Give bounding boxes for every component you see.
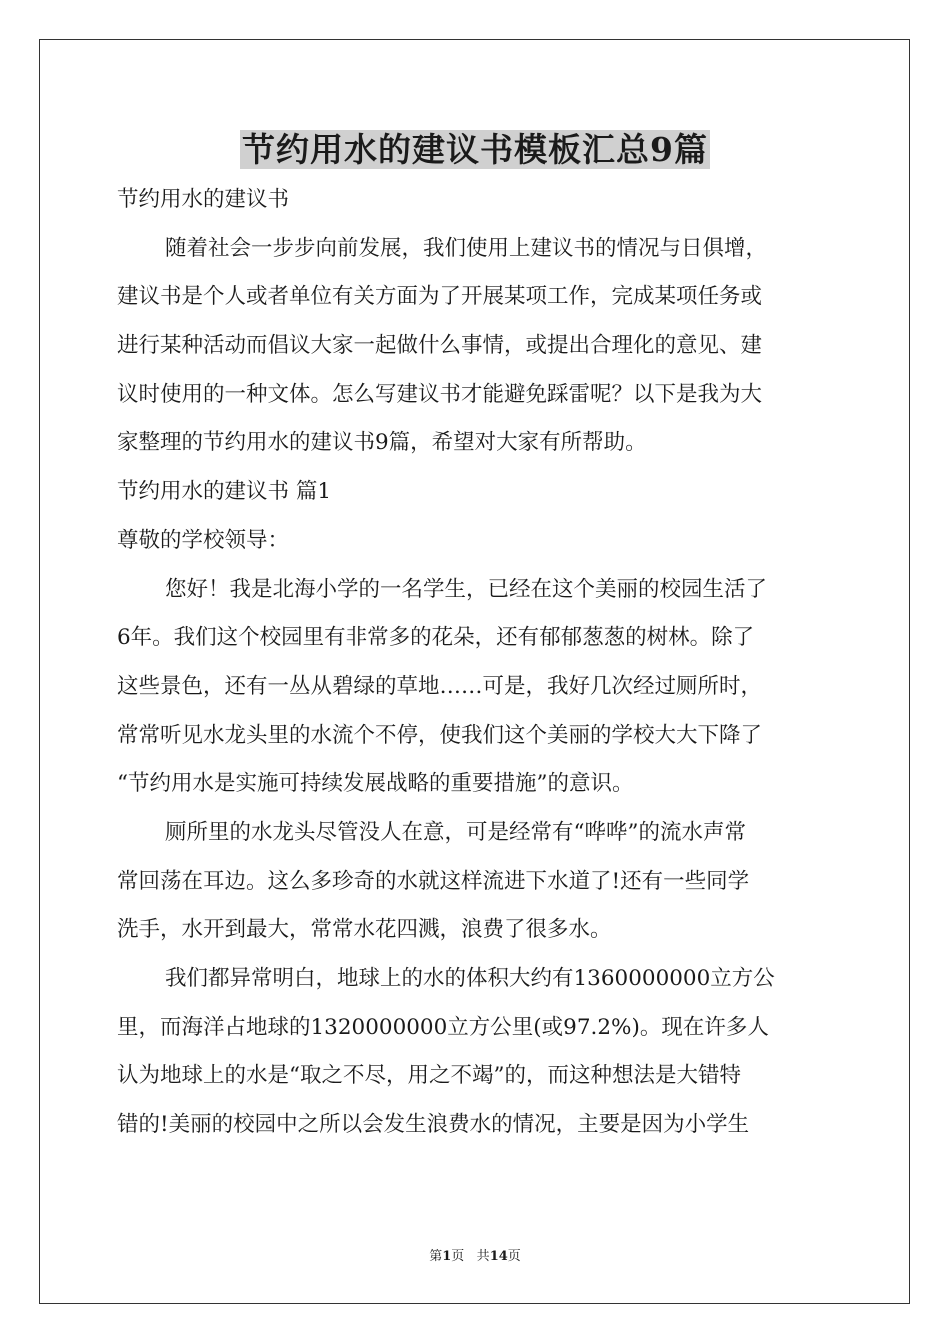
total-pages: 14 xyxy=(489,1249,508,1264)
text-line: 节约用水的建议书 篇1 xyxy=(117,479,332,505)
document-title xyxy=(0,128,950,172)
text-line: 随着社会一步步向前发展，我们使用上建议书的情况与日俱增， xyxy=(165,235,768,261)
text-line: 里，而海洋占地球的1320000000立方公里(或97.2%)。现在许多人 xyxy=(117,1014,769,1040)
text-line: 节约用水的建议书 xyxy=(117,187,290,212)
text-line: 认为地球上的水是“取之不尽，用之不竭”的，而这种想法是大错特 xyxy=(117,1063,741,1089)
text-line: 进行某种活动而倡议大家一起做什么事情，或提出合理化的意见、建 xyxy=(117,333,763,359)
text-line: 常回荡在耳边。这么多珍奇的水就这样流进下水道了!还有一些同学 xyxy=(117,868,750,894)
text-line: 常常听见水龙头里的水流个不停，使我们这个美丽的学校大大下降了 xyxy=(117,722,763,748)
text-line: 错的!美丽的校园中之所以会发生浪费水的情况，主要是因为小学生 xyxy=(117,1112,750,1138)
page-number: 1 xyxy=(442,1249,452,1264)
total-prefix: 共 xyxy=(476,1249,490,1264)
document-body xyxy=(117,176,833,1150)
text-line: 我们都异常明白，地球上的水的体积大约有1360000000立方公 xyxy=(165,966,775,991)
text-line: 厕所里的水龙头尽管没人在意，可是经常有“哗哗”的流水声常 xyxy=(165,819,746,845)
text-line: 家整理的节约用水的建议书9篇，希望对大家有所帮助。 xyxy=(117,430,647,456)
text-line: 这些景色，还有一丛从碧绿的草地……可是，我好几次经过厕所时， xyxy=(117,673,763,699)
total-suffix: 页 xyxy=(507,1249,521,1264)
page-suffix: 页 xyxy=(451,1249,465,1264)
text-line: 您好！我是北海小学的一名学生，已经在这个美丽的校园生活了 xyxy=(165,576,768,602)
page-footer xyxy=(0,1249,950,1265)
document-title-text: 节约用水的建议书模板汇总9篇 xyxy=(242,130,708,169)
text-line: 议时使用的一种文体。怎么写建议书才能避免踩雷呢？以下是我为大 xyxy=(117,381,763,407)
text-line: 6年。我们这个校园里有非常多的花朵，还有郁郁葱葱的树林。除了 xyxy=(117,625,755,651)
text-line: 洗手，水开到最大，常常水花四溅，浪费了很多水。 xyxy=(117,917,612,943)
text-line: 建议书是个人或者单位有关方面为了开展某项工作，完成某项任务或 xyxy=(117,284,763,310)
text-line: “节约用水是实施可持续发展战略的重要措施”的意识。 xyxy=(117,771,634,797)
page-prefix: 第 xyxy=(429,1249,443,1264)
text-line: 尊敬的学校领导： xyxy=(117,527,290,553)
